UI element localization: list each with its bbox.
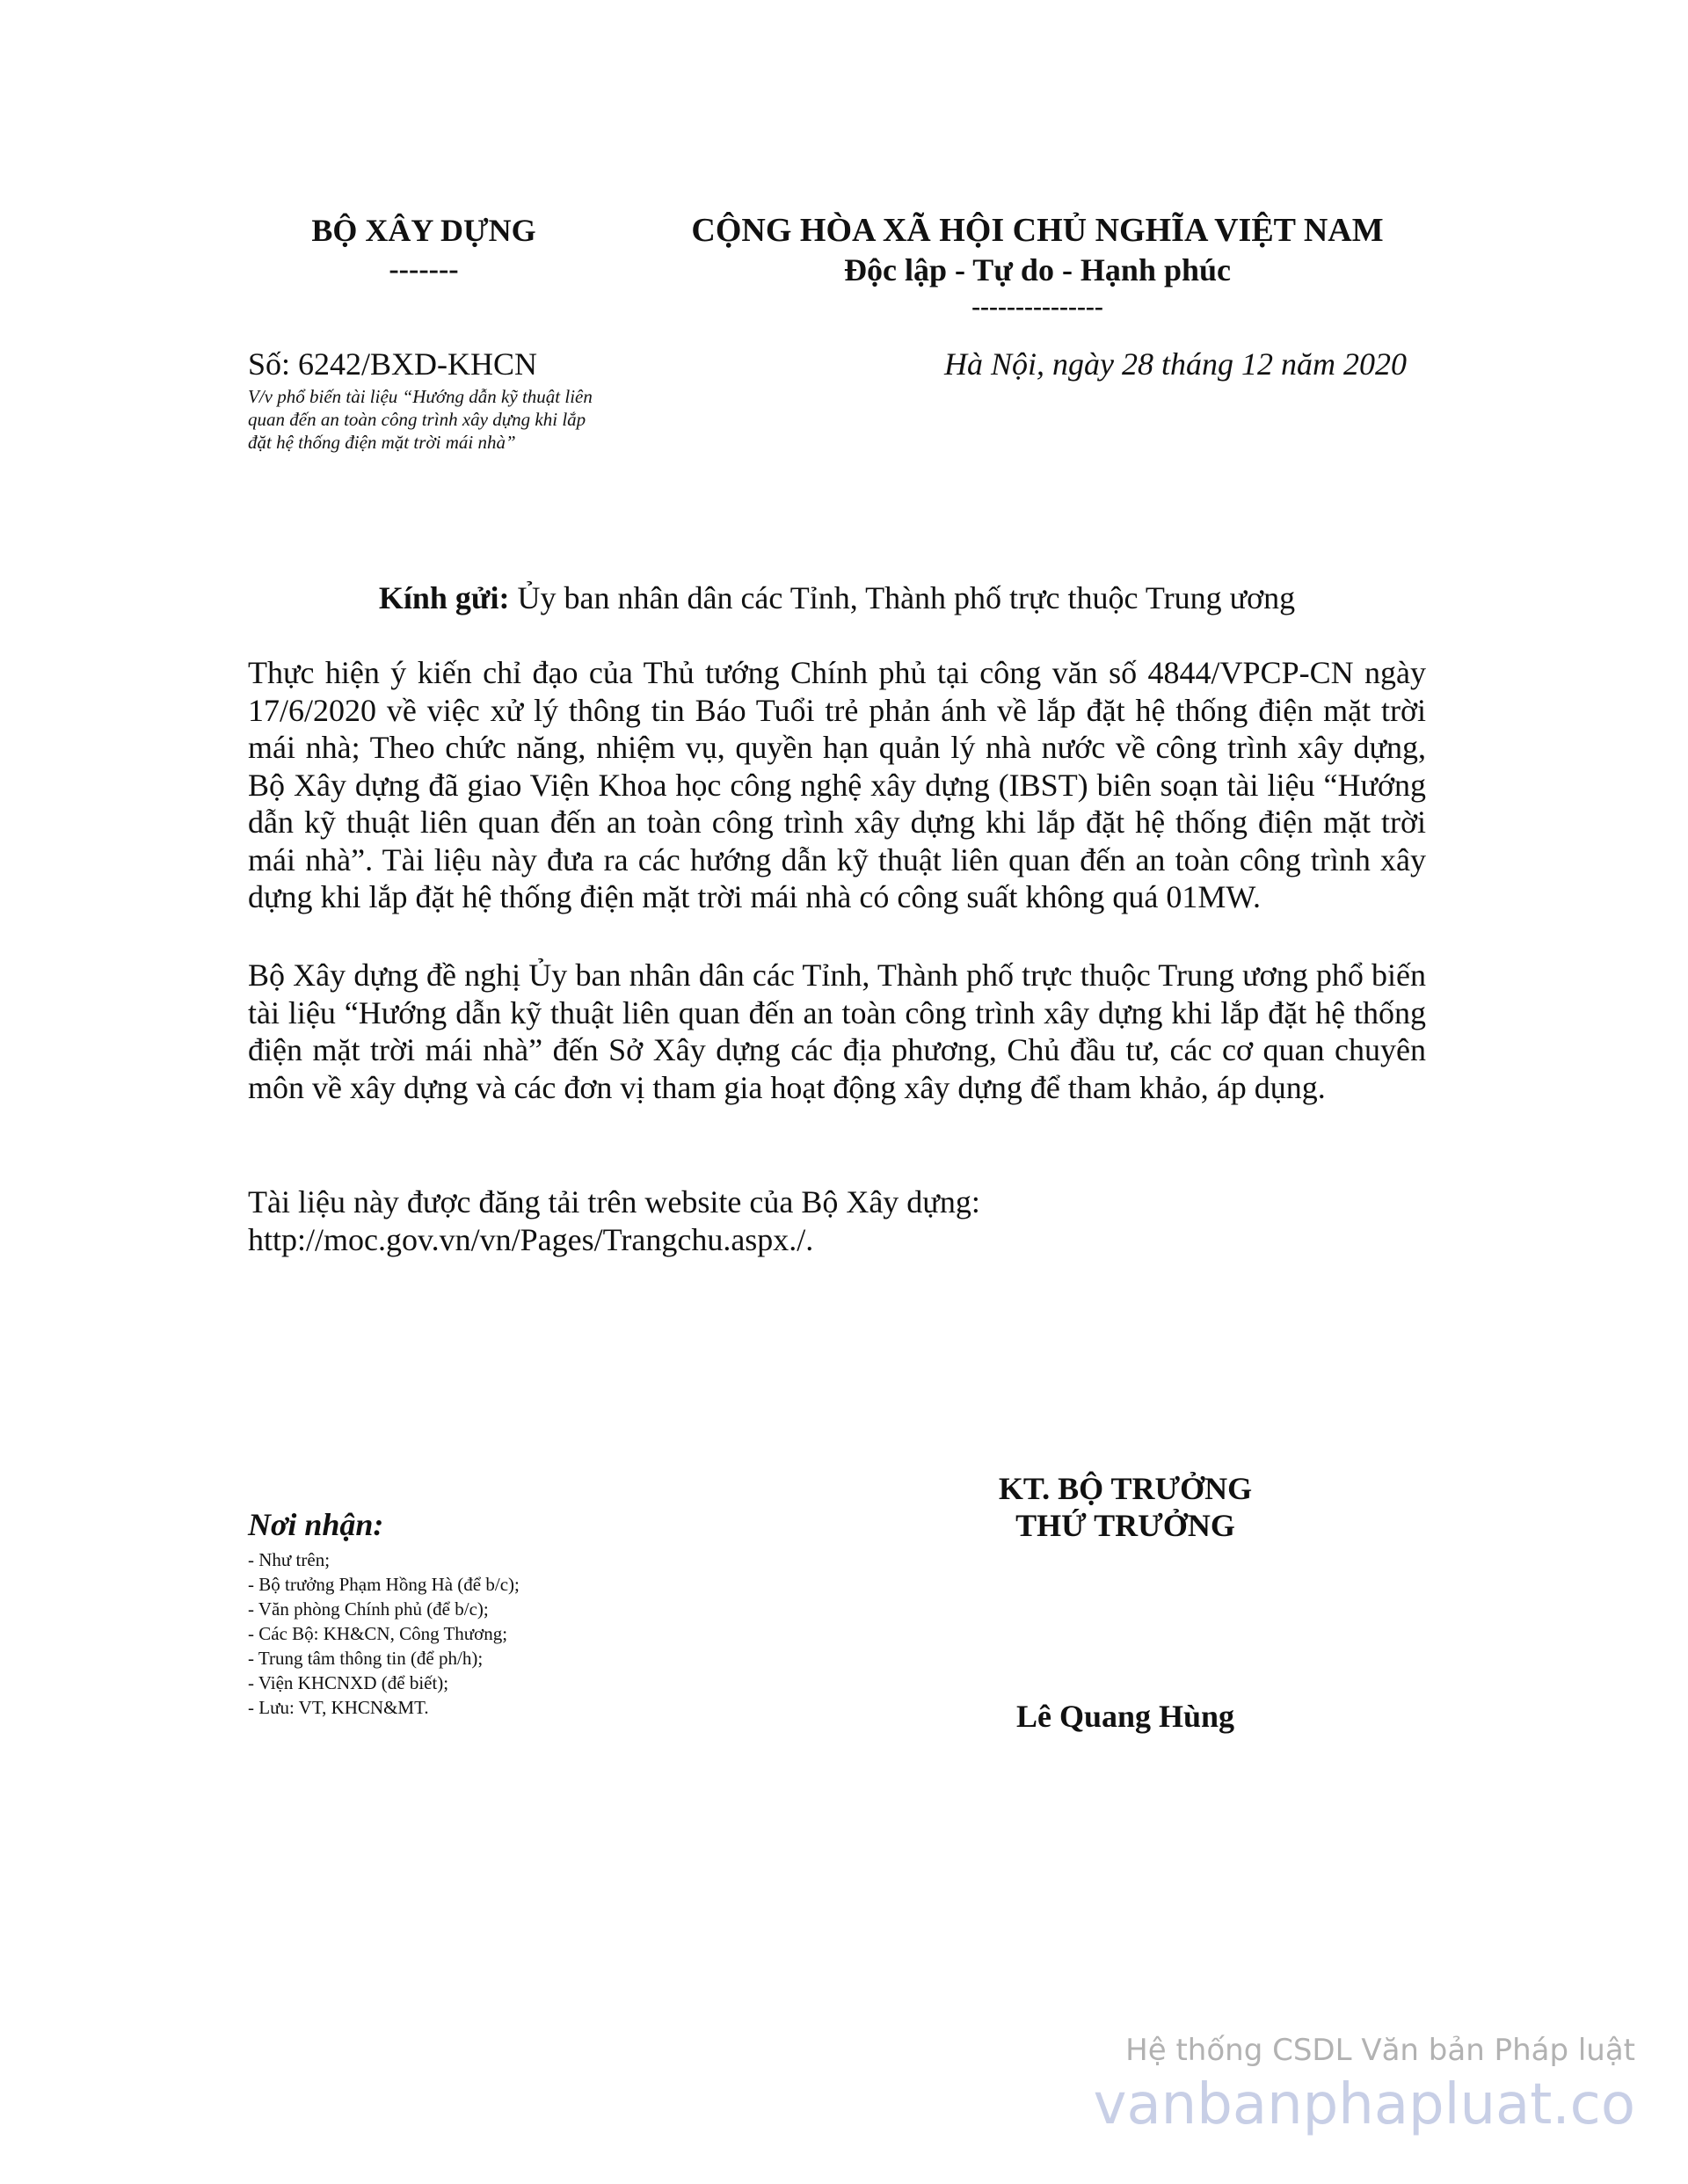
recipients-heading: Nơi nhận: — [248, 1507, 384, 1542]
addressee-line — [248, 579, 1426, 617]
recipient-item: - Trung tâm thông tin (để ph/h); — [248, 1648, 484, 1669]
body-paragraph-3 — [248, 1183, 1426, 1258]
website-link: http://moc.gov.vn/vn/Pages/Trangchu.aspx./. — [248, 1221, 814, 1257]
signer-name: Lê Quang Hùng — [1015, 1699, 1235, 1734]
watermark-caption: Hệ thống CSDL Văn bản Pháp luật — [1125, 2033, 1635, 2068]
national-motto: Độc lập - Tự do - Hạnh phúc — [843, 252, 1232, 288]
website-note: Tài liệu này được đăng tải trên website của Bộ Xây dựng: — [248, 1184, 980, 1219]
recipient-item: - Như trên; — [248, 1549, 331, 1570]
addressee-label: Kính gửi: — [378, 580, 510, 615]
recipient-item: - Bộ trưởng Phạm Hồng Hà (để b/c); — [248, 1574, 520, 1595]
recipient-item: - Văn phòng Chính phủ (để b/c); — [248, 1598, 489, 1620]
national-title: CỘNG HÒA XÃ HỘI CHỦ NGHĨA VIỆT NAM — [691, 212, 1384, 249]
body-paragraph-1: Thực hiện ý kiến chỉ đạo của Thủ tướng Chính phủ tại công văn số 4844/VPCP-CN ngày 17/6/2020 về việc xử lý thông tin Báo Tuổi trẻ phản ánh về lắp đặt hệ thống điện mặt trời mái nhà; Theo chức năng, nhiệm vụ, quyền hạn quản lý nhà nước về công trình xây dựng, Bộ Xây dựng đã giao Viện Khoa học công nghệ xây dựng (IBST) biên soạn tài liệu “Hướng dẫn kỹ thuật liên quan đến an toàn công trình xây dựng khi lắp đặt hệ thống điện mặt trời mái nhà”. Tài liệu này đưa ra các hướng dẫn kỹ thuật liên quan đến an toàn công trình xây dựng khi lắp đặt hệ thống điện mặt trời mái nhà có công suất không quá 01MW. — [248, 655, 1426, 914]
recipient-item: - Các Bộ: KH&CN, Công Thương; — [248, 1623, 508, 1644]
recipient-item: - Viện KHCNXD (để biết); — [248, 1672, 449, 1693]
document-subject: V/v phổ biến tài liệu “Hướng dẫn kỹ thuật liên quan đến an toàn công trình xây dựng khi lắp đặt hệ thống điện mặt trời mái nhà” — [248, 386, 593, 453]
body-paragraph-2: Bộ Xây dựng đề nghị Ủy ban nhân dân các Tỉnh, Thành phố trực thuộc Trung ương phổ biến tài liệu “Hướng dẫn kỹ thuật liên quan đến an toàn công trình xây dựng khi lắp đặt hệ thống điện mặt trời mái nhà” đến Sở Xây dựng các địa phương, Chủ đầu tư, các cơ quan chuyên môn về xây dựng và các đơn vị tham gia hoạt động xây dựng để tham khảo, áp dụng. — [248, 957, 1426, 1105]
issuing-agency: BỘ XÂY DỰNG — [311, 213, 536, 248]
watermark-site: vanbanphapluat.co — [1093, 2072, 1635, 2137]
agency-separator: ------- — [389, 253, 459, 286]
addressee-name: Ủy ban nhân dân các Tỉnh, Thành phố trực thuộc Trung ương — [509, 580, 1296, 615]
recipient-item: - Lưu: VT, KHCN&MT. — [248, 1697, 429, 1718]
place-and-date: Hà Nội, ngày 28 tháng 12 năm 2020 — [944, 346, 1407, 382]
signature-title-line-1: KT. BỘ TRƯỞNG — [998, 1471, 1253, 1506]
signature-title-block — [950, 1470, 1301, 1544]
signature-title-line-2: THỨ TRƯỞNG — [1015, 1508, 1235, 1543]
document-number: Số: 6242/BXD-KHCN — [248, 346, 538, 382]
motto-separator: --------------- — [971, 292, 1103, 321]
recipients-list — [248, 1547, 863, 1720]
